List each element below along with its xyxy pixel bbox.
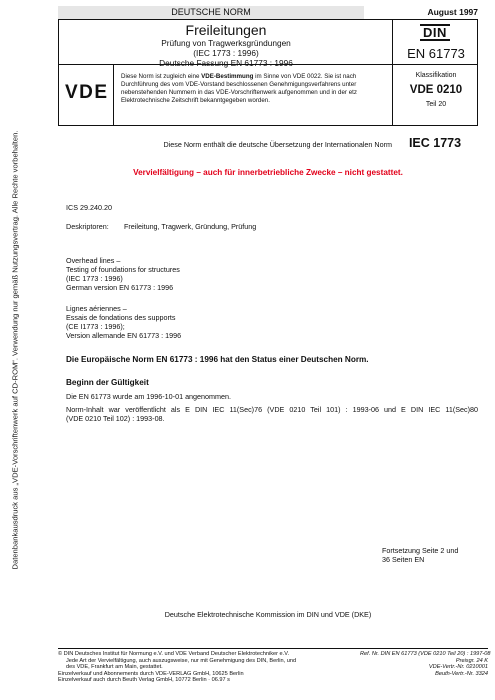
footer-left-1: © DIN Deutsches Institut für Normung e.V. und VDE Verband Deutscher Elektrotechniker e.V. [58,651,289,657]
french-line-4: Version allemande EN 61773 : 1996 [66,331,182,340]
vde-statement-pre: Diese Norm ist zugleich eine [121,73,202,80]
status-statement: Die Europäische Norm EN 61773 : 1996 hat den Status einer Deutschen Norm. [66,355,369,364]
publication-date: August 1997 [427,7,478,17]
english-line-2: Testing of foundations for structures [66,265,180,274]
validity-publication-cont: (VDE 0210 Teil 102) : 1993-08. [66,414,165,423]
footer-vde-contract: VDE-Vertr.-Nr. 0210001 [428,664,488,671]
ics-code: ICS 29.240.20 [66,203,112,212]
footer-left-5: Einzelverkauf auch durch Beuth Verlag GmbH, 10772 Berlin · 06.97 s [58,677,230,684]
french-line-3: (CE I1773 : 1996); [66,322,125,331]
footer-reference [360,651,491,677]
footer-left-4: Einzelverkauf und Abonnements durch VDE-VERLAG GmbH, 10625 Berlin [58,670,244,677]
continuation-note [382,546,458,564]
footer-price-group: Preisgr. 24 K [455,657,488,664]
vde-logo: VDE [65,82,109,103]
document-title: Freileitungen [185,22,267,38]
translation-note-text: Diese Norm enthält die deutsche Übersetzung der Internationalen Norm [163,140,392,149]
vde-statement-post: im Sinne von VDE 0022. Sie ist nach Durchführung des vom VDE-Vorstand beschlossenen Genehmigungsverfahrens unter nebenstehenden Nummern in das VDE-Vorschriftenwerk aufgenommen und in der etz Elektrotechnische Zeitschrift bekanntgegeben worden. [121,73,357,104]
validity-publication: Norm-Inhalt war veröffentlicht als E DIN IEC 11(Sec)76 (VDE 0210 Teil 101) : 1993-06 und E DIN IEC 11(Sec)80 [66,405,478,414]
french-line-1: Lignes aériennes – [66,304,127,313]
footer-divider [58,648,488,649]
footer-copyright [58,651,358,684]
translation-note [58,136,478,152]
reproduction-warning: Vervielfältigung – auch für innerbetriebliche Zwecke – nicht gestattet. [133,168,403,177]
footer-ref-number: Ref. Nr. DIN EN 61773 (VDE 0210 Teil 20) : 1997-08 [360,651,491,657]
descriptors [66,222,256,231]
title-block [59,22,393,68]
french-line-2: Essais de fondations des supports [66,313,176,322]
footer-left-3: des VDE, Frankfurt am Main, gestattet. [66,664,163,671]
dke-commission: Deutsche Elektrotechnische Kommission im DIN und VDE (DKE) [164,610,372,619]
iec-reference: (IEC 1773 : 1996) [193,48,259,58]
vde-number: VDE 0210 [409,84,463,96]
header-box [58,19,478,126]
vde-divider-vertical [113,64,114,125]
footer-beuth-contract: Beuth-Vertr.-Nr. 3324 [435,670,488,677]
english-line-4: German version EN 61773 : 1996 [66,283,174,292]
vde-statement [121,73,389,105]
french-title-block [66,304,181,340]
document-subtitle: Prüfung von Tragwerksgründungen [161,38,291,48]
english-line-1: Overhead lines – [66,256,121,265]
vde-statement-bold: VDE-Bestimmung [201,73,254,80]
side-copyright-note: Datenbankausdruck aus „VDE-Vorschriftenwerk auf CD-ROM“. Verwendung nur gemäß Nutzungsvertrag. Alle Rechte vorbehalten. [10,130,20,570]
standard-type-label: DEUTSCHE NORM [58,6,364,19]
descriptors-value: Freileitung, Tragwerk, Gründung, Prüfung [124,222,257,231]
continuation-line-1: Fortsetzung Seite 2 und [382,546,459,555]
en-number: EN 61773 [407,46,465,61]
validity-adoption: Die EN 61773 wurde am 1996-10-01 angenommen. [66,392,232,401]
continuation-line-2: 36 Seiten EN [382,555,425,564]
footer-left-2: Jede Art der Vervielfältigung, auch auszugsweise, nur mit Genehmigung des DIN, Berlin, und [66,657,297,664]
din-logo: DIN [420,24,450,41]
english-title-block [66,256,180,292]
iec-number: IEC 1773 [408,136,462,150]
english-line-3: (IEC 1773 : 1996) [66,274,123,283]
klassifikation-label: Klassifikation [415,72,457,79]
teil-number: Teil 20 [425,101,447,108]
descriptors-label: Deskriptoren: [66,222,109,231]
validity-heading: Beginn der Gültigkeit [66,378,149,387]
header-top-row [58,6,478,19]
german-version: Deutsche Fassung EN 61773 : 1996 [159,58,293,68]
